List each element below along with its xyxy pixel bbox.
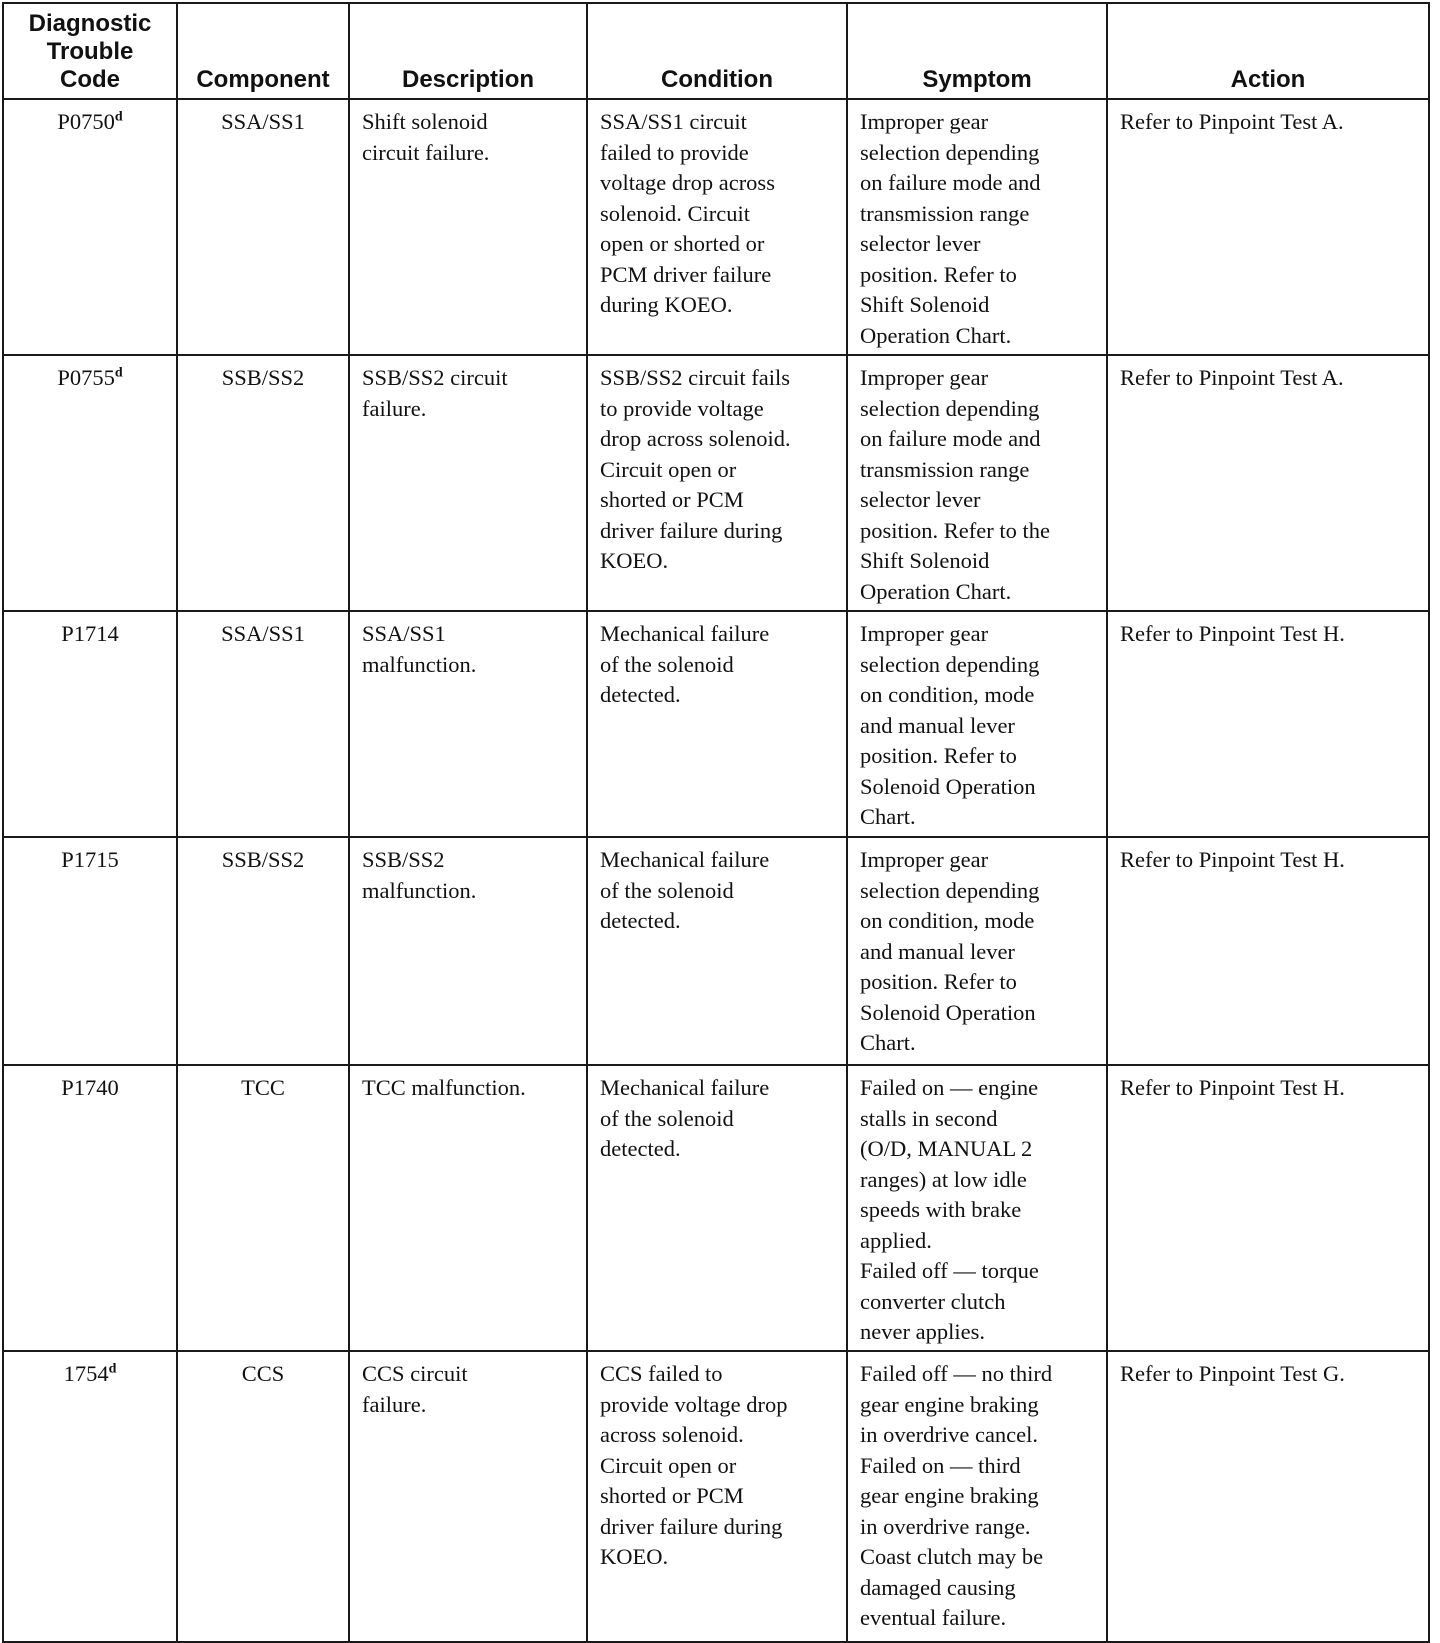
cell-symptom: Failed off — no third gear engine braking in overdrive cancel. Failed on — third gear engine braking in overdrive range. Coast clutch may be damaged causing eventual failure.	[847, 1351, 1107, 1642]
code-footnote: d	[114, 109, 123, 125]
code-text: P0750	[57, 109, 115, 134]
cell-code	[3, 1351, 177, 1642]
header-description: Description	[349, 3, 587, 99]
cell-action: Refer to Pinpoint Test H.	[1107, 837, 1429, 1065]
cell-condition: Mechanical failure of the solenoid detected.	[587, 1065, 847, 1351]
cell-action: Refer to Pinpoint Test H.	[1107, 611, 1429, 837]
table-header-row	[3, 3, 1429, 99]
cell-description: CCS circuit failure.	[349, 1351, 587, 1642]
cell-code	[3, 355, 177, 611]
code-footnote: d	[108, 1361, 117, 1377]
cell-code	[3, 99, 177, 355]
code-text: 1754	[63, 1361, 109, 1386]
cell-description: TCC malfunction.	[349, 1065, 587, 1351]
cell-description: SSB/SS2 circuit failure.	[349, 355, 587, 611]
cell-action: Refer to Pinpoint Test H.	[1107, 1065, 1429, 1351]
cell-component: TCC	[177, 1065, 349, 1351]
code-text: P1740	[61, 1075, 119, 1100]
cell-symptom: Improper gear selection depending on condition, mode and manual lever position. Refer to Solenoid Operation Chart.	[847, 837, 1107, 1065]
cell-code	[3, 611, 177, 837]
cell-description: SSA/SS1 malfunction.	[349, 611, 587, 837]
code-text: P0755	[57, 365, 115, 390]
table-row	[3, 1351, 1429, 1642]
cell-symptom: Improper gear selection depending on failure mode and transmission range selector lever position. Refer to Shift Solenoid Operation Chart.	[847, 99, 1107, 355]
cell-condition: SSB/SS2 circuit fails to provide voltage drop across solenoid. Circuit open or shorted or PCM driver failure during KOEO.	[587, 355, 847, 611]
code-text: P1715	[61, 847, 119, 872]
header-component: Component	[177, 3, 349, 99]
cell-condition: Mechanical failure of the solenoid detected.	[587, 837, 847, 1065]
cell-code	[3, 837, 177, 1065]
cell-code	[3, 1065, 177, 1351]
cell-description: Shift solenoid circuit failure.	[349, 99, 587, 355]
cell-condition: Mechanical failure of the solenoid detected.	[587, 611, 847, 837]
cell-action: Refer to Pinpoint Test G.	[1107, 1351, 1429, 1642]
table-row	[3, 611, 1429, 837]
code-text: P1714	[61, 621, 119, 646]
cell-condition: CCS failed to provide voltage drop across solenoid. Circuit open or shorted or PCM driver failure during KOEO.	[587, 1351, 847, 1642]
code-footnote: d	[114, 365, 123, 381]
table-row	[3, 355, 1429, 611]
table-row	[3, 99, 1429, 355]
cell-component: SSA/SS1	[177, 611, 349, 837]
header-action: Action	[1107, 3, 1429, 99]
cell-condition: SSA/SS1 circuit failed to provide voltage drop across solenoid. Circuit open or shorted or PCM driver failure during KOEO.	[587, 99, 847, 355]
cell-symptom: Improper gear selection depending on failure mode and transmission range selector lever position. Refer to the Shift Solenoid Operation Chart.	[847, 355, 1107, 611]
cell-symptom: Improper gear selection depending on condition, mode and manual lever position. Refer to Solenoid Operation Chart.	[847, 611, 1107, 837]
header-symptom: Symptom	[847, 3, 1107, 99]
cell-component: CCS	[177, 1351, 349, 1642]
cell-component: SSA/SS1	[177, 99, 349, 355]
cell-action: Refer to Pinpoint Test A.	[1107, 355, 1429, 611]
header-condition: Condition	[587, 3, 847, 99]
dtc-table	[2, 2, 1430, 1643]
cell-component: SSB/SS2	[177, 355, 349, 611]
cell-symptom: Failed on — engine stalls in second (O/D, MANUAL 2 ranges) at low idle speeds with brake applied. Failed off — torque converter clutch never applies.	[847, 1065, 1107, 1351]
header-code: Diagnostic Trouble Code	[3, 3, 177, 99]
cell-description: SSB/SS2 malfunction.	[349, 837, 587, 1065]
table-row	[3, 1065, 1429, 1351]
cell-component: SSB/SS2	[177, 837, 349, 1065]
table-row	[3, 837, 1429, 1065]
cell-action: Refer to Pinpoint Test A.	[1107, 99, 1429, 355]
